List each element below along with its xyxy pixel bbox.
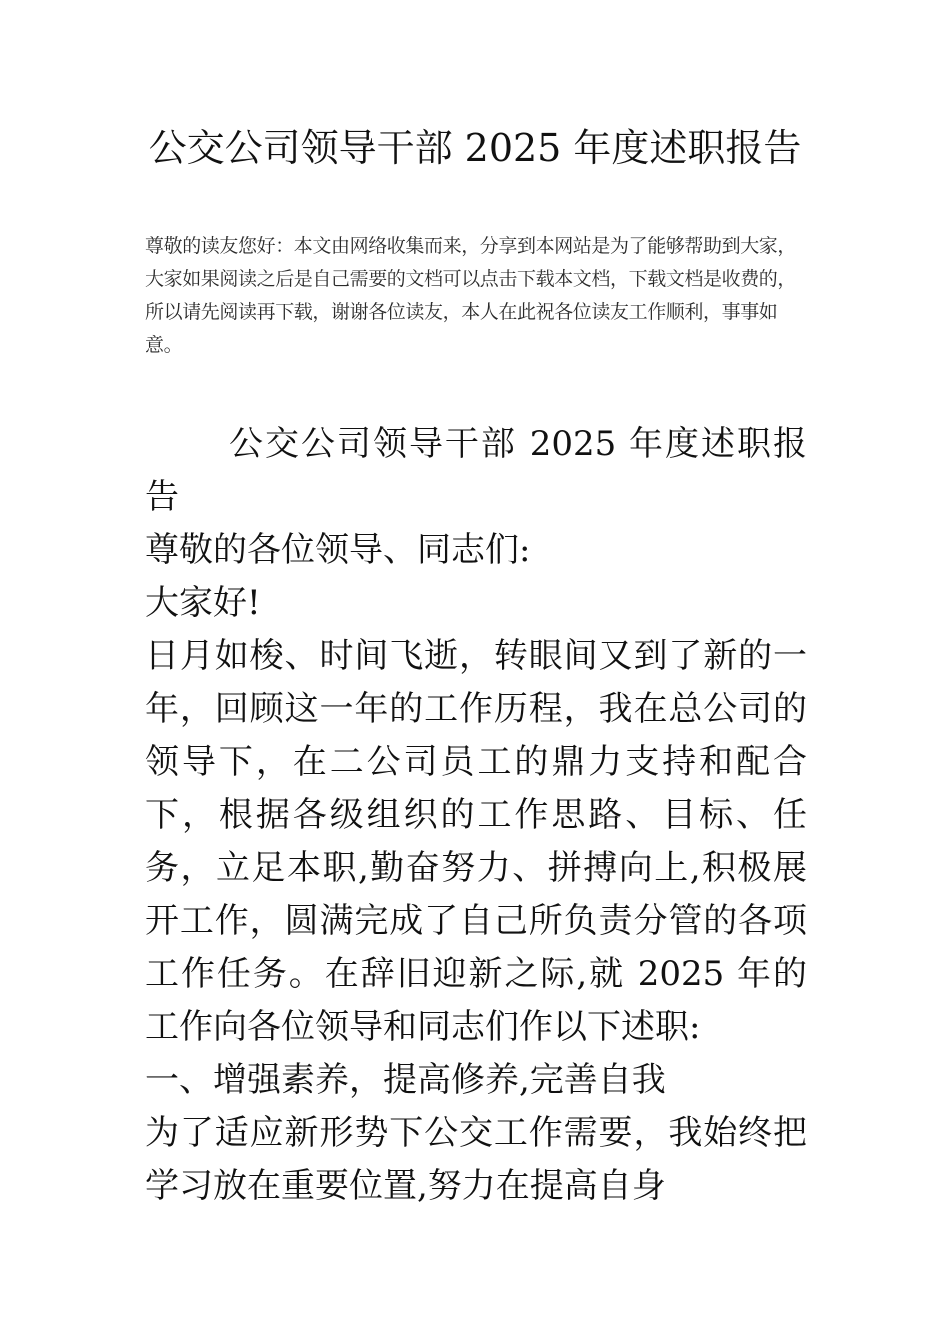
body-paragraph: 为了适应新形势下公交工作需要，我始终把学习放在重要位置,努力在提高自身: [145, 1113, 807, 1206]
greeting: 大家好!: [145, 583, 261, 623]
section-heading: 一、增强素养，提高修养,完善自我: [145, 1060, 666, 1100]
body-title: 公交公司领导干部 2025 年度述职报告: [145, 424, 807, 517]
reader-notice: 尊敬的读友您好：本文由网络收集而来，分享到本网站是为了能够帮助到大家，大家如果阅读之后是自己需要的文档可以点击下载本文档，下载文档是收费的，所以请先阅读再下载，谢谢各位读友，本人在此祝各位读友工作顺利，事事如意。: [145, 235, 797, 356]
document-body: [145, 418, 807, 1213]
body-paragraph: 日月如梭、时间飞逝，转眼间又到了新的一年，回顾这一年的工作历程，我在总公司的领导下，在二公司员工的鼎力支持和配合下，根据各级组织的工作思路、目标、任务，立足本职,勤奋努力、拼搏向上,积极展开工作，圆满完成了自己所负责分管的各项工作任务。在辞旧迎新之际,就 2025 年的工作向各位领导和同志们作以下述职:: [145, 636, 807, 1047]
salutation: 尊敬的各位领导、同志们:: [145, 530, 531, 570]
document-title: 公交公司领导干部 2025 年度述职报告: [148, 126, 802, 170]
